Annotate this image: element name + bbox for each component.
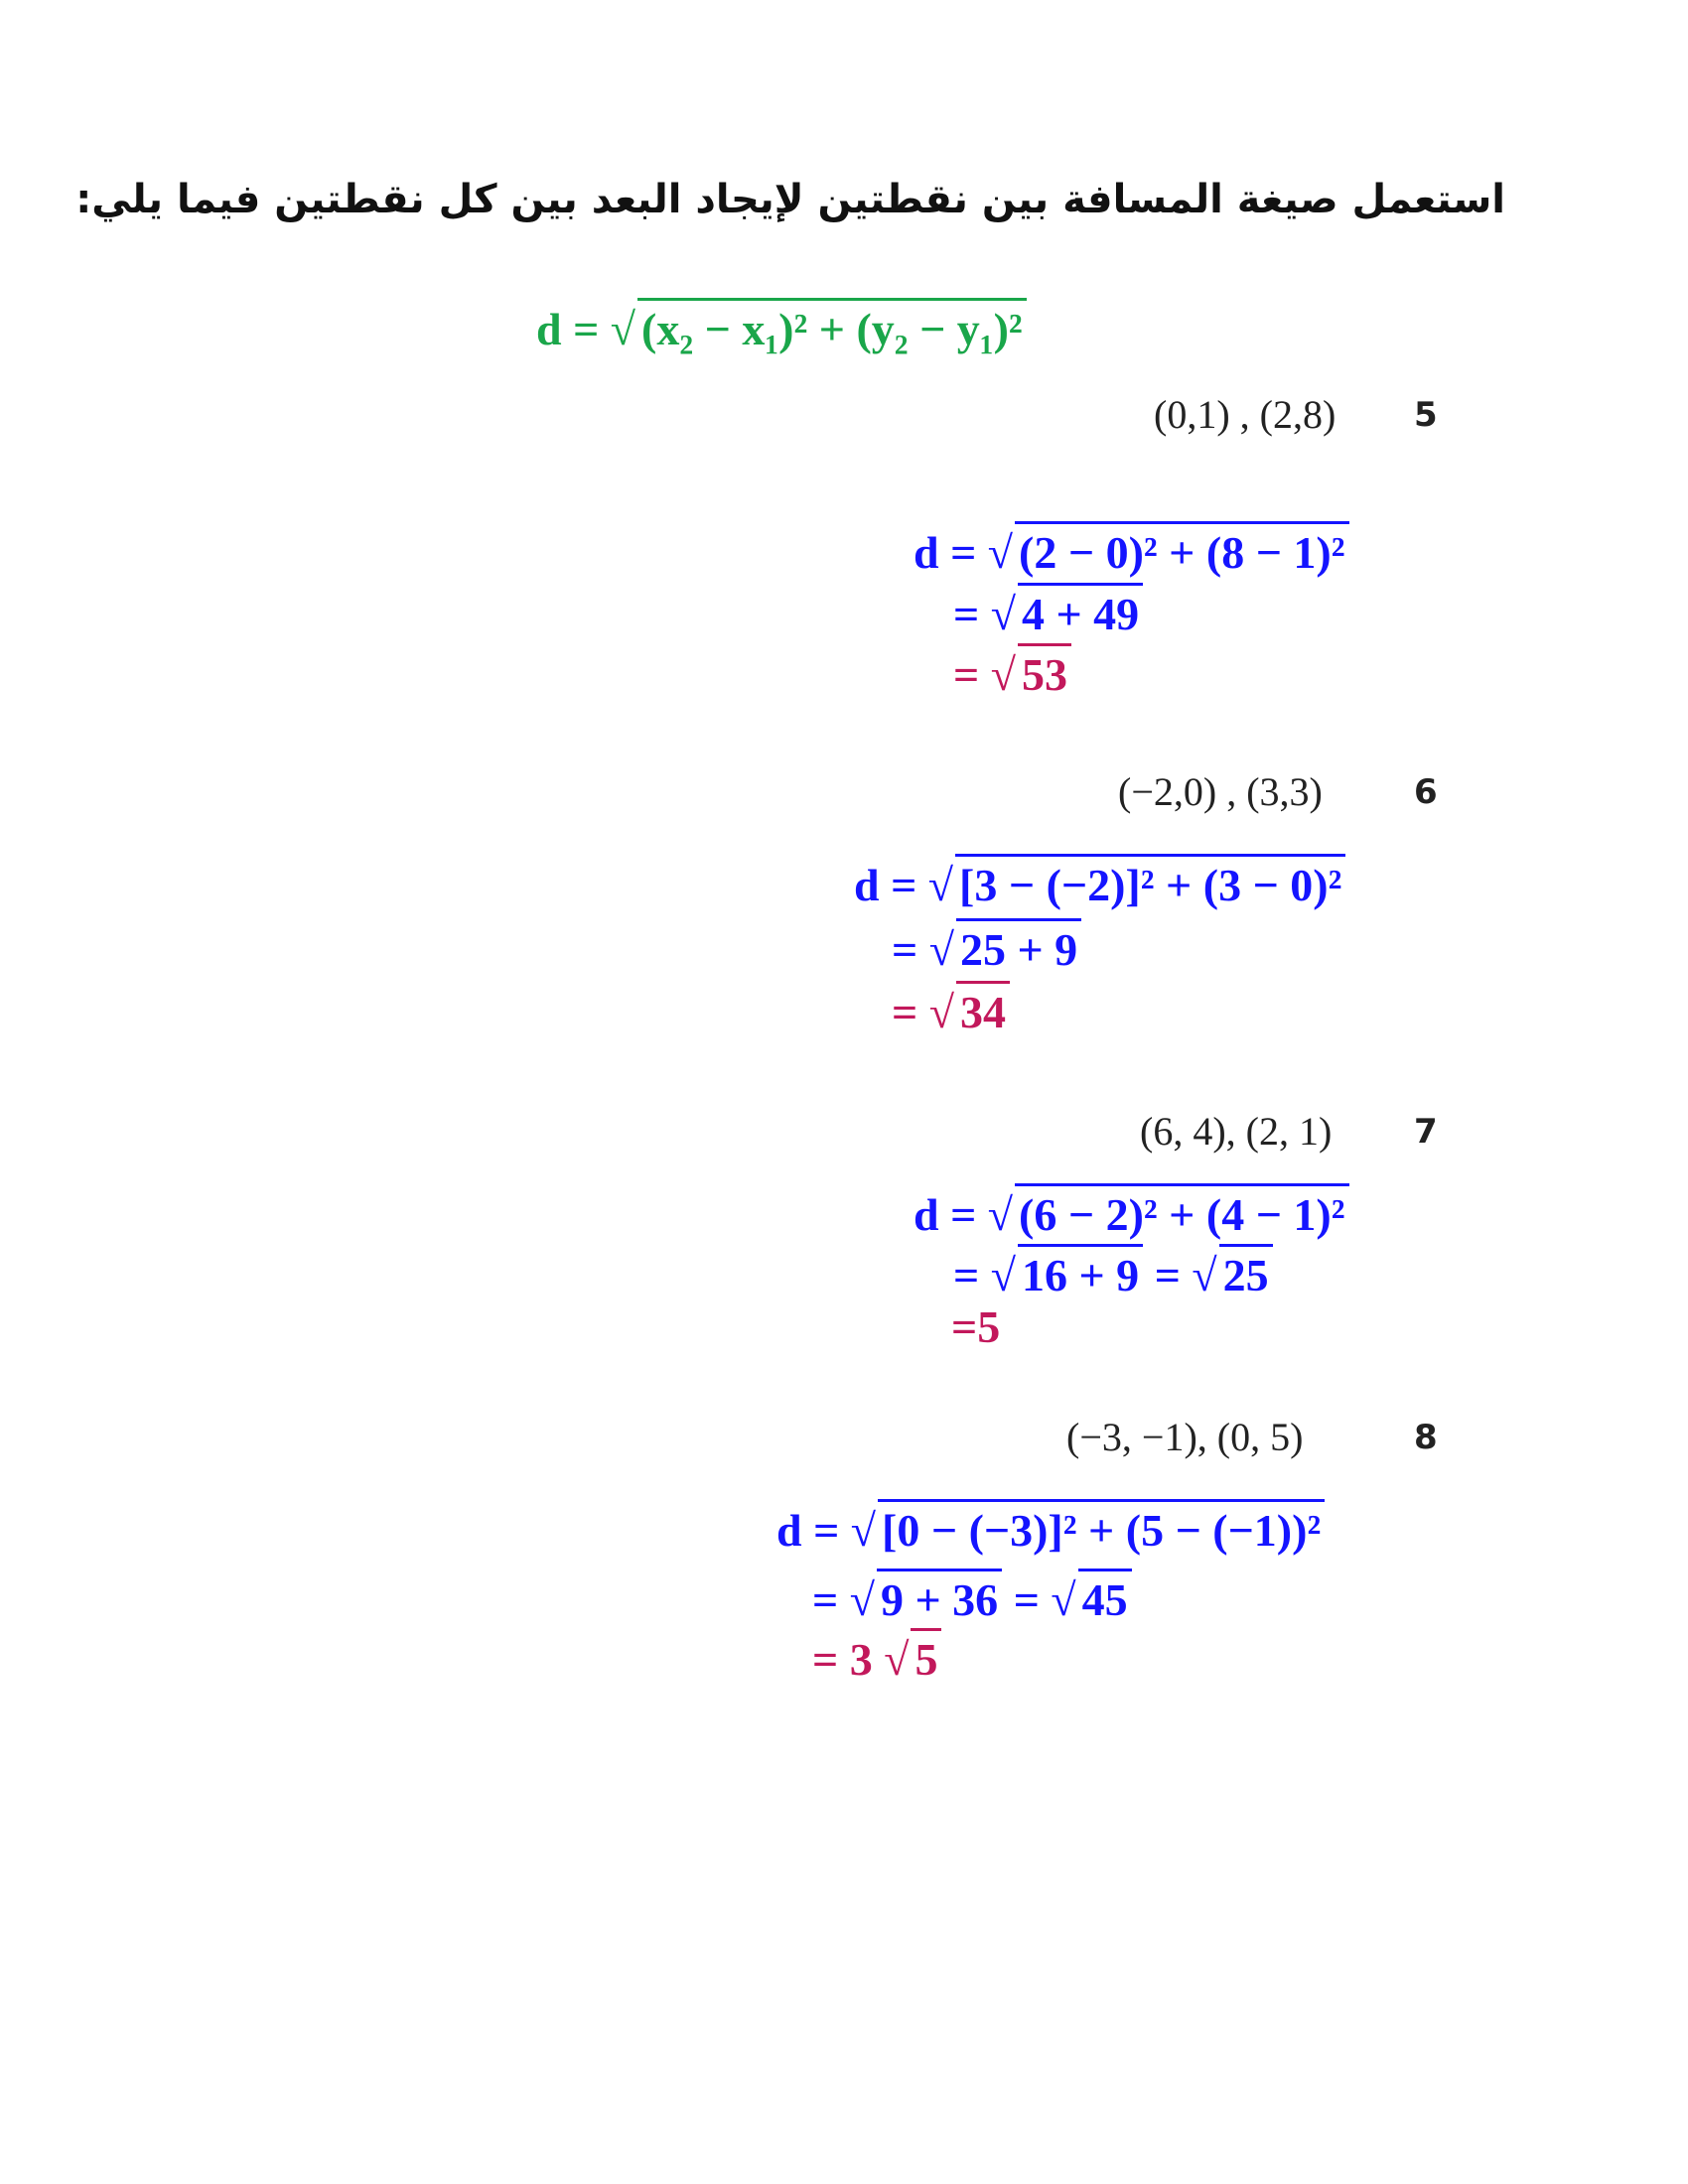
formula-lhs: d = bbox=[536, 304, 600, 354]
step-lhs: = bbox=[812, 1574, 839, 1625]
step-lhs: d = bbox=[914, 1189, 977, 1240]
radical-sign: √ bbox=[927, 860, 954, 910]
step2-line bbox=[892, 918, 1081, 976]
result-lhs: = bbox=[892, 987, 918, 1037]
formula-radicand: (x₂ − x₁)² + (y₂ − y₁)² bbox=[637, 298, 1027, 355]
radical-sign: √ bbox=[928, 924, 954, 975]
step-lhs: = bbox=[953, 1250, 980, 1300]
problem-points: (−2,0) , (3,3) bbox=[1118, 769, 1323, 814]
step1-line bbox=[914, 1183, 1349, 1241]
step-radicand: 16 + 9 bbox=[1018, 1244, 1143, 1301]
result-radicand: 53 bbox=[1018, 643, 1071, 701]
step-radicand: [3 − (−2)]² + (3 − 0)² bbox=[955, 854, 1345, 911]
result-radicand: 5 bbox=[911, 1628, 941, 1686]
result-radicand: 34 bbox=[956, 981, 1010, 1038]
instruction-text: استعمل صيغة المسافة بين نقطتين لإيجاد البعد بين كل نقطتين فيما يلي: bbox=[75, 177, 1505, 222]
result-line bbox=[892, 981, 1010, 1038]
distance-formula bbox=[536, 298, 1027, 355]
step-radicand: 9 + 36 bbox=[877, 1569, 1002, 1626]
step-lhs: d = bbox=[914, 527, 977, 578]
step-radicand: [0 − (−3)]² + (5 − (−1))² bbox=[878, 1499, 1325, 1557]
step-lhs: = bbox=[953, 589, 980, 639]
radical-sign: √ bbox=[1051, 1574, 1076, 1625]
result-line bbox=[953, 643, 1071, 701]
result-line bbox=[812, 1628, 941, 1686]
problem-points: (−3, −1), (0, 5) bbox=[1066, 1415, 1304, 1459]
problem-number: 6 bbox=[1414, 772, 1438, 812]
result-lhs: = bbox=[953, 649, 980, 700]
step-radicand-2: 25 bbox=[1219, 1244, 1273, 1301]
problem-number: 8 bbox=[1414, 1418, 1438, 1457]
radical-sign: √ bbox=[990, 1250, 1016, 1300]
radical-sign: √ bbox=[850, 1505, 877, 1556]
step-equals: = bbox=[1013, 1574, 1040, 1625]
step-radicand: 25 + 9 bbox=[956, 918, 1081, 976]
step-radicand: (6 − 2)² + (4 − 1)² bbox=[1015, 1183, 1349, 1241]
step-lhs: = bbox=[892, 924, 918, 975]
step2-line bbox=[812, 1569, 1132, 1626]
radical-sign: √ bbox=[990, 649, 1016, 700]
problem-points: (0,1) , (2,8) bbox=[1154, 392, 1336, 437]
radical-sign: √ bbox=[1192, 1250, 1217, 1300]
step-equals: = bbox=[1154, 1250, 1181, 1300]
radical-sign: √ bbox=[990, 589, 1016, 639]
radical-sign: √ bbox=[987, 1189, 1014, 1240]
problem-number: 7 bbox=[1414, 1112, 1438, 1152]
result-lhs: = 3 bbox=[812, 1634, 873, 1685]
problem-number: 5 bbox=[1414, 395, 1438, 435]
step1-line bbox=[854, 854, 1345, 911]
radical-sign: √ bbox=[987, 527, 1014, 578]
step-radicand-2: 45 bbox=[1078, 1569, 1132, 1626]
result-line: =5 bbox=[951, 1301, 1001, 1352]
radical-sign: √ bbox=[610, 304, 636, 354]
step2-line bbox=[953, 583, 1143, 640]
radical-sign: √ bbox=[849, 1574, 875, 1625]
step-radicand: (2 − 0)² + (8 − 1)² bbox=[1015, 521, 1349, 579]
radical-sign: √ bbox=[884, 1634, 910, 1685]
step-lhs: d = bbox=[854, 860, 917, 910]
step-lhs: d = bbox=[776, 1505, 840, 1556]
step2-line bbox=[953, 1244, 1273, 1301]
step1-line bbox=[776, 1499, 1325, 1557]
step-radicand: 4 + 49 bbox=[1018, 583, 1143, 640]
problem-points: (6, 4), (2, 1) bbox=[1140, 1109, 1333, 1154]
radical-sign: √ bbox=[928, 987, 954, 1037]
step1-line bbox=[914, 521, 1349, 579]
